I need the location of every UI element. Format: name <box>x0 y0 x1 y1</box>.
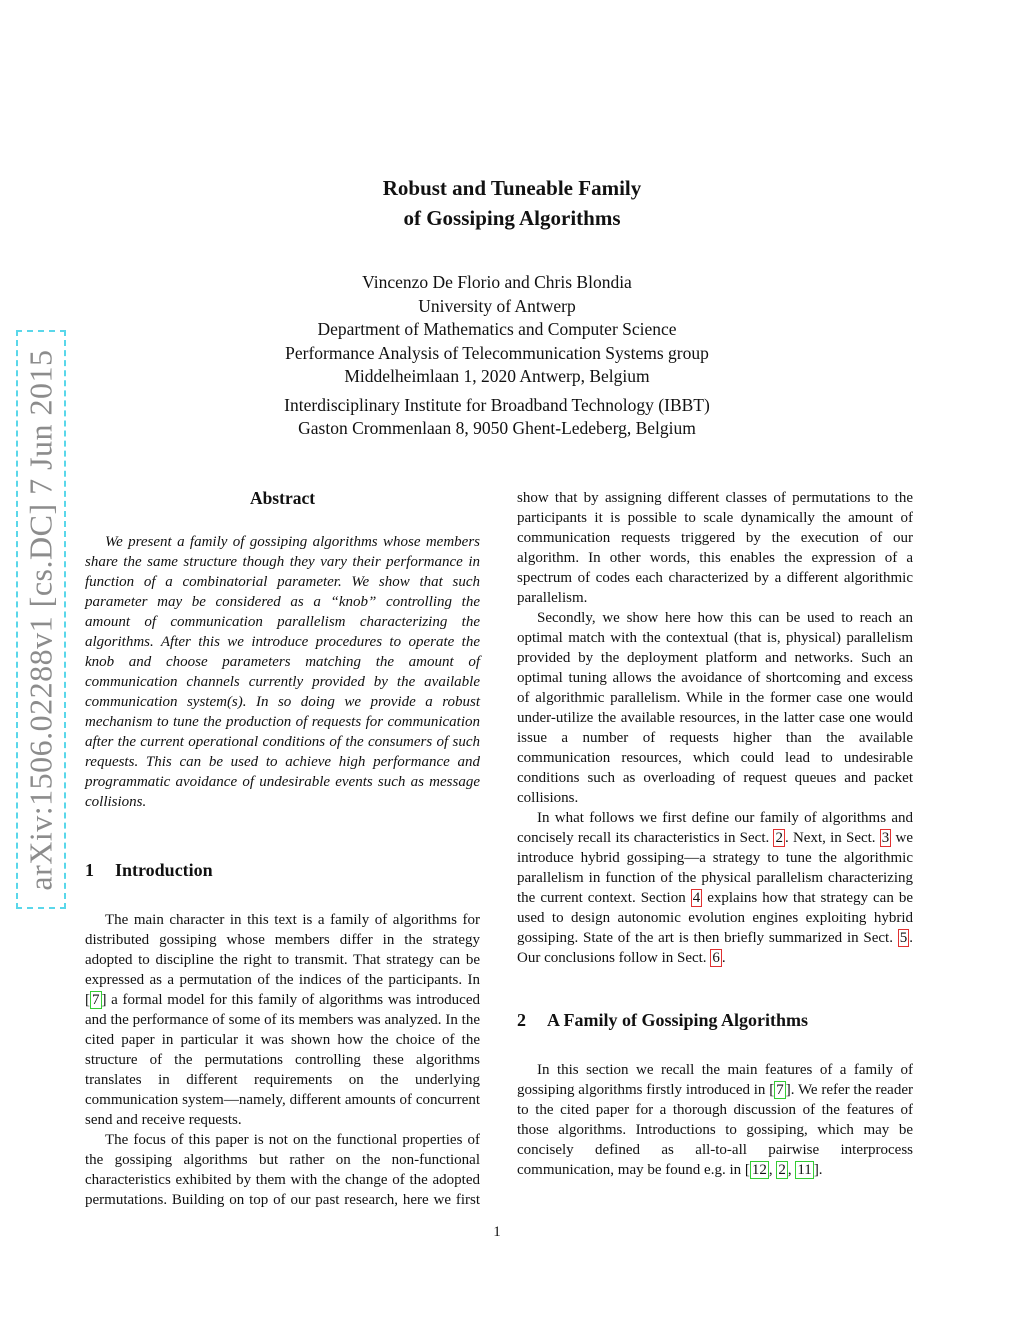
title-line-1: Robust and Tuneable Family <box>382 176 642 200</box>
section-1-heading <box>85 858 480 882</box>
left-column <box>85 486 480 1210</box>
citation-link[interactable]: 2 <box>778 1162 786 1178</box>
affiliation-line: Gaston Crommenlaan 8, 9050 Ghent-Ledeberg, Belgium <box>298 418 696 438</box>
affiliation-line: Interdisciplinary Institute for Broadband Technology (IBBT) <box>284 394 710 415</box>
section-reference[interactable]: 5 <box>899 930 908 946</box>
author-block <box>0 271 994 441</box>
page-number: 1 <box>493 1224 501 1240</box>
author-names: Vincenzo De Florio and Chris Blondia <box>362 272 632 292</box>
section-reference[interactable]: 2 <box>775 830 783 846</box>
intro-paragraph-4: In what follows we first define our family of algorithms and concisely recall its characteristics in Sect. 2 . Next, in Sect. 3 we introduce hybrid gossiping—a strategy to tune the algorithmic parallelism in function of the physical parallelism characterizing the current context. Section 4 explains how that strategy can be used to design autonomic evolution engines exploiting hybrid gossiping. State of the art is then briefly summarized in Sect. 5 . Our conclusions follow in Sect. 6 . <box>517 810 913 966</box>
arxiv-identifier: arXiv:1506.02288v1 [cs.DC] 7 Jun 2015 <box>22 348 59 891</box>
citation-link[interactable]: 7 <box>92 992 100 1008</box>
citation-link[interactable]: 12 <box>751 1162 767 1178</box>
section-reference[interactable]: 4 <box>692 890 701 906</box>
section-reference[interactable]: 6 <box>712 950 720 966</box>
affiliation-line: Middelheimlaan 1, 2020 Antwerp, Belgium <box>344 366 650 386</box>
intro-paragraph-2-continued <box>517 488 913 608</box>
section-2-heading <box>517 1008 913 1032</box>
intro-paragraph-1: The main character in this text is a family of algorithms for distributed gossiping whose members differ in the strategy adopted to discipline the right to transmit. That strategy can be expressed as a permutation of the indices of the participants. In [ 7 ] a formal model for this family of algorithms was introduced and the performance of some of its members was analyzed. In the cited paper in particular it was shown how the choice of the structure of the permutations controlling these algorithms translates in different requirements on the underlying communication system—namely, different amounts of concurrent send and receive requests. <box>85 912 480 1128</box>
intro-paragraph-2-visible: show that by assigning different classes of permutations to the participants it is possible to scale dynamically the amount of communication requests triggered by the execution of our algorithm. In other words, this enables the expression of a spectrum of codes each characterized by a different algorithmic parallelism. <box>517 490 913 606</box>
section-2-number: 2 <box>517 1010 526 1030</box>
section-1-number: 1 <box>85 860 94 880</box>
citation-link[interactable]: 7 <box>776 1082 784 1098</box>
abstract-text: We present a family of gossiping algorithms whose members share the same structure though they vary their performance in function of a combinatorial parameter. We show that such parameter may be considered as a “knob” controlling the amount of communication parallelism characterizing the algorithms. After this we introduce procedures to operate the knob and choose parameters matching the amount of communication channels currently provided by the available communication system(s). In so doing we provide a robust mechanism to tune the production of requests for communication after the current operational conditions of the consumers of such requests. This can be used to achieve high performance and programmatic avoidance of undesirable events such as message collisions. <box>85 534 480 810</box>
citation-link[interactable]: 11 <box>797 1162 812 1178</box>
title-line-2: of Gossiping Algorithms <box>403 206 621 230</box>
affiliation-line: University of Antwerp <box>418 295 576 316</box>
section-2-title: A Family of Gossiping Algorithms <box>547 1010 809 1030</box>
affiliation-line: Department of Mathematics and Computer Science <box>317 319 677 339</box>
intro-paragraph-2: The focus of this paper is not on the functional properties of the gossiping algorithms but rather on the non-functional characteristics exhibited by them with the change of the adopted permutations. Building on top of our past research, here we first <box>85 1132 480 1208</box>
section-1-title: Introduction <box>115 860 213 880</box>
section-reference[interactable]: 3 <box>881 830 890 846</box>
section-2-paragraph-1: In this section we recall the main features of a family of gossiping algorithms firstly introduced in [ 7 ]. We refer the reader to the cited paper for a thorough discussion of the features of those algorithms. Introductions to gossiping, which may be concisely defined as all-to-all pairwise interprocess communication, may be found e.g. in [ 12 , 2 , 11 ]. <box>517 1062 913 1178</box>
intro-paragraph-3: Secondly, we show here how this can be used to reach an optimal match with the contextual (that is, physical) parallelism provided by the deployment platform and networks. Such an optimal tuning allows the avoidance of shortcoming and excess of algorithmic parallelism. While in the former case one would under-utilize the available resources, in the latter case one would issue a number of requests higher than the available communication resources, which could lead to undesirable conditions such as overloading of request queues and packet collisions. <box>517 610 913 806</box>
affiliation-line: Performance Analysis of Telecommunication Systems group <box>285 342 709 363</box>
right-column <box>517 488 913 1180</box>
paper-title <box>0 173 1024 233</box>
abstract-heading: Abstract <box>249 488 316 508</box>
